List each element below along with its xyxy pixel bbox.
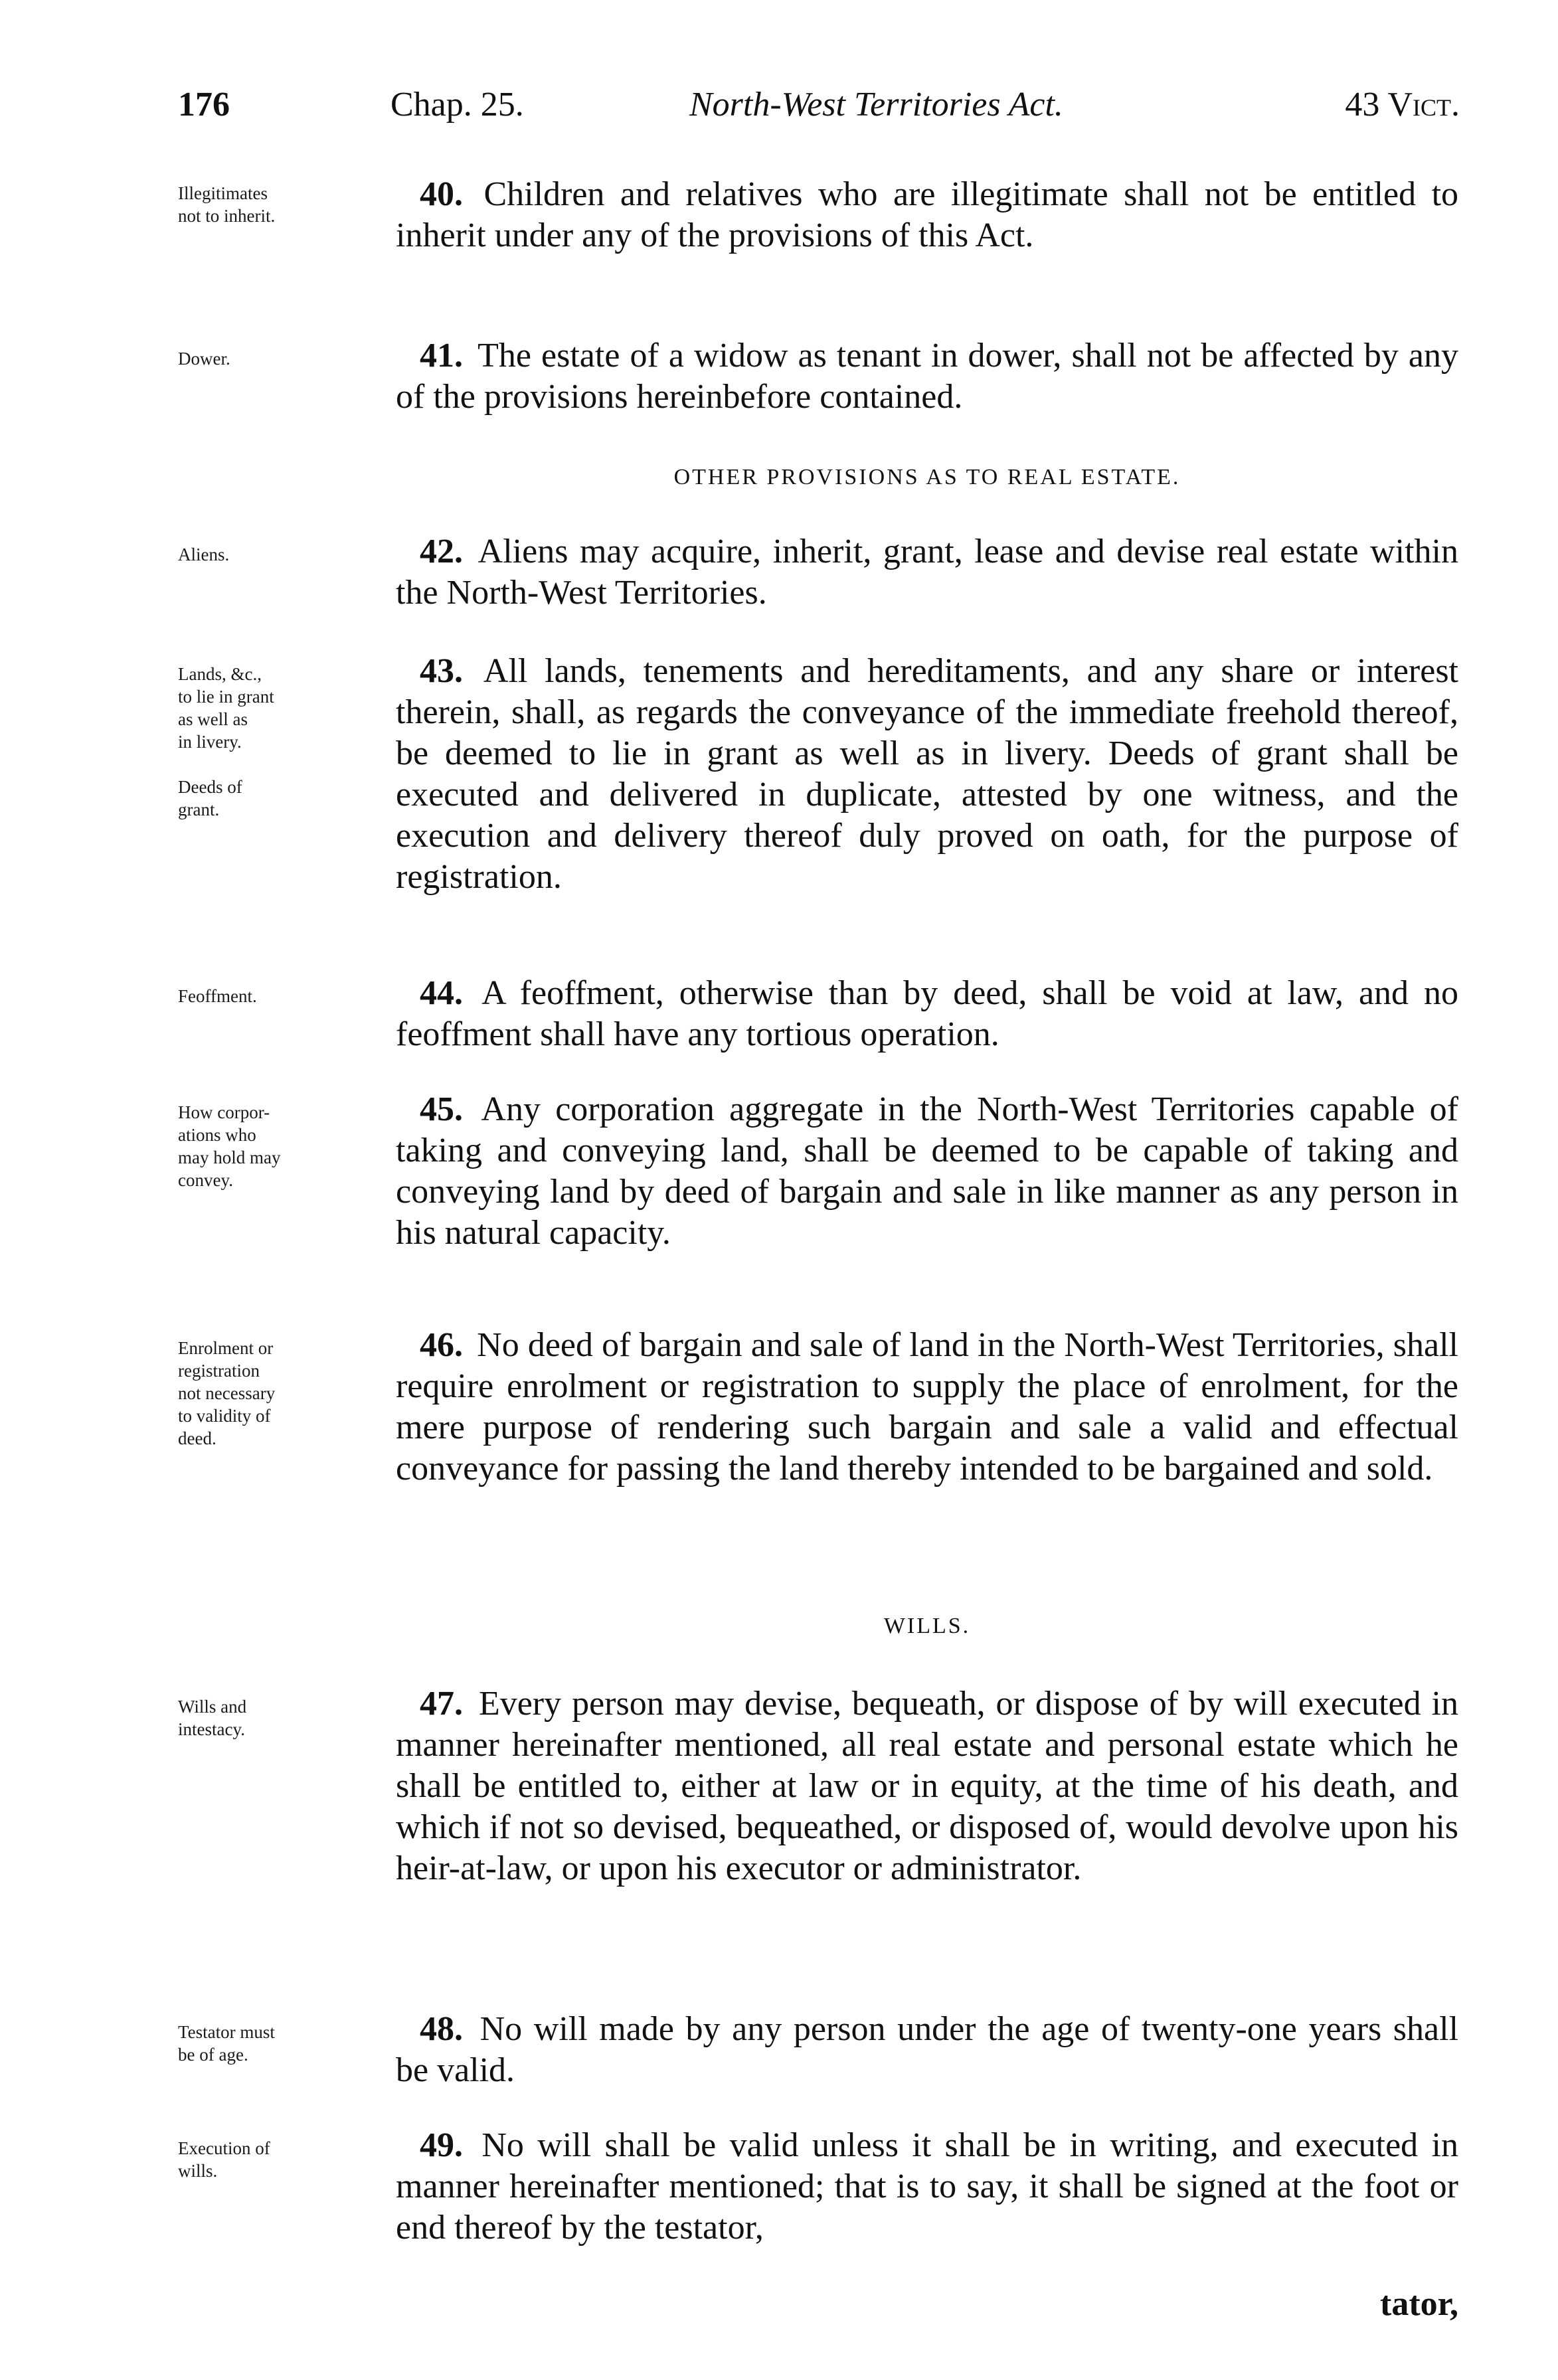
section-body: Every person may devise, bequeath, or dispose of by will executed in manner hereinafter mentioned, all real estate and personal estate which he shall be entitled to, either at law or in equity, at the time of his death, and which if not so devised, bequeathed, or disposed of, would devolve upon his heir-at-law, or upon his executor or administrator. (396, 1685, 1459, 1887)
section-number: 41. (420, 337, 463, 375)
section-number: 42. (420, 533, 463, 570)
section-body: A feoffment, otherwise than by deed, shall be void at law, and no feoffment shall have any tortious operation. (396, 974, 1458, 1053)
page-number: 176 (178, 86, 230, 124)
section-text (396, 651, 1458, 898)
act-title: North-West Territories Act. (689, 86, 1063, 124)
heading-real-estate: OTHER PROVISIONS AS TO REAL ESTATE. (673, 465, 1181, 489)
section-text (396, 1325, 1458, 1489)
section-body: Any corporation aggregate in the North-West Territories capable of taking and conveying land, shall be deemed to be capable of taking and conveying land by deed of bargain and sale in like manner as any person in his natural capacity. (396, 1090, 1458, 1252)
margin-note: Illegitimates not to inherit. (178, 183, 276, 226)
section-body: The estate of a widow as tenant in dower, shall not be affected by any of the provisions hereinbefore contained. (396, 337, 1458, 416)
section-text (396, 335, 1458, 418)
heading-wills: WILLS. (883, 1614, 971, 1638)
section-number: 46. (420, 1326, 463, 1364)
margin-note: How corpor- ations who may hold may convey. (178, 1102, 281, 1190)
section-text (396, 1683, 1458, 1889)
section-number: 44. (420, 974, 463, 1012)
section-body: All lands, tenements and hereditaments, and any share or interest therein, shall, as regards the conveyance of the immediate freehold thereof, be deemed to lie in grant as well as in livery. Deeds of grant shall be executed and delivered in duplicate, attested by one witness, and the execution and delivery thereof duly proved on oath, for the purpose of registration. (396, 652, 1458, 896)
section-body: Children and relatives who are illegitimate shall not be entitled to inherit under any of the provisions of this Act. (396, 175, 1459, 254)
section-number: 40. (420, 175, 463, 213)
margin-note: Lands, &c., to lie in grant as well as in livery. Deeds of grant. (178, 664, 274, 819)
margin-note: Execution of wills. (178, 2138, 270, 2181)
section-number: 47. (420, 1685, 463, 1723)
margin-note: Dower. (178, 349, 230, 369)
regnal-year: 43 Vict. (1345, 86, 1460, 124)
section-number: 48. (420, 2010, 463, 2048)
section-text (396, 2125, 1458, 2249)
section-number: 49. (420, 2126, 463, 2164)
catchword: tator, (1380, 2285, 1458, 2323)
section-body: No will shall be valid unless it shall be in writing, and executed in manner hereinafter mentioned; that is to say, it shall be signed at the foot or end thereof by the testator, (396, 2126, 1458, 2247)
margin-note: Feoffment. (178, 986, 257, 1006)
margin-note: Aliens. (178, 545, 230, 564)
section-text (396, 531, 1458, 614)
section-text (396, 1089, 1458, 1254)
section-text (396, 973, 1458, 1055)
section-text (396, 174, 1458, 256)
margin-note: Enrolment or registration not necessary to validity of deed. (178, 1338, 276, 1448)
section-number: 43. (420, 652, 463, 690)
chapter-label: Chap. 25. (390, 86, 524, 124)
running-header (178, 85, 1460, 138)
margin-note: Wills and intestacy. (178, 1697, 247, 1739)
section-body: No will made by any person under the age of twenty-one years shall be valid. (396, 2010, 1459, 2089)
margin-note: Testator must be of age. (178, 2022, 275, 2065)
section-text (396, 2009, 1458, 2091)
section-body: No deed of bargain and sale of land in the North-West Territories, shall require enrolment or registration to supply the place of enrolment, for the mere purpose of rendering such bargain and sale a valid and effectual conveyance for passing the land thereby intended to be bargained and sold. (396, 1326, 1458, 1488)
section-body: Aliens may acquire, inherit, grant, lease and devise real estate within the North-West Territories. (396, 533, 1458, 612)
section-number: 45. (420, 1090, 463, 1128)
